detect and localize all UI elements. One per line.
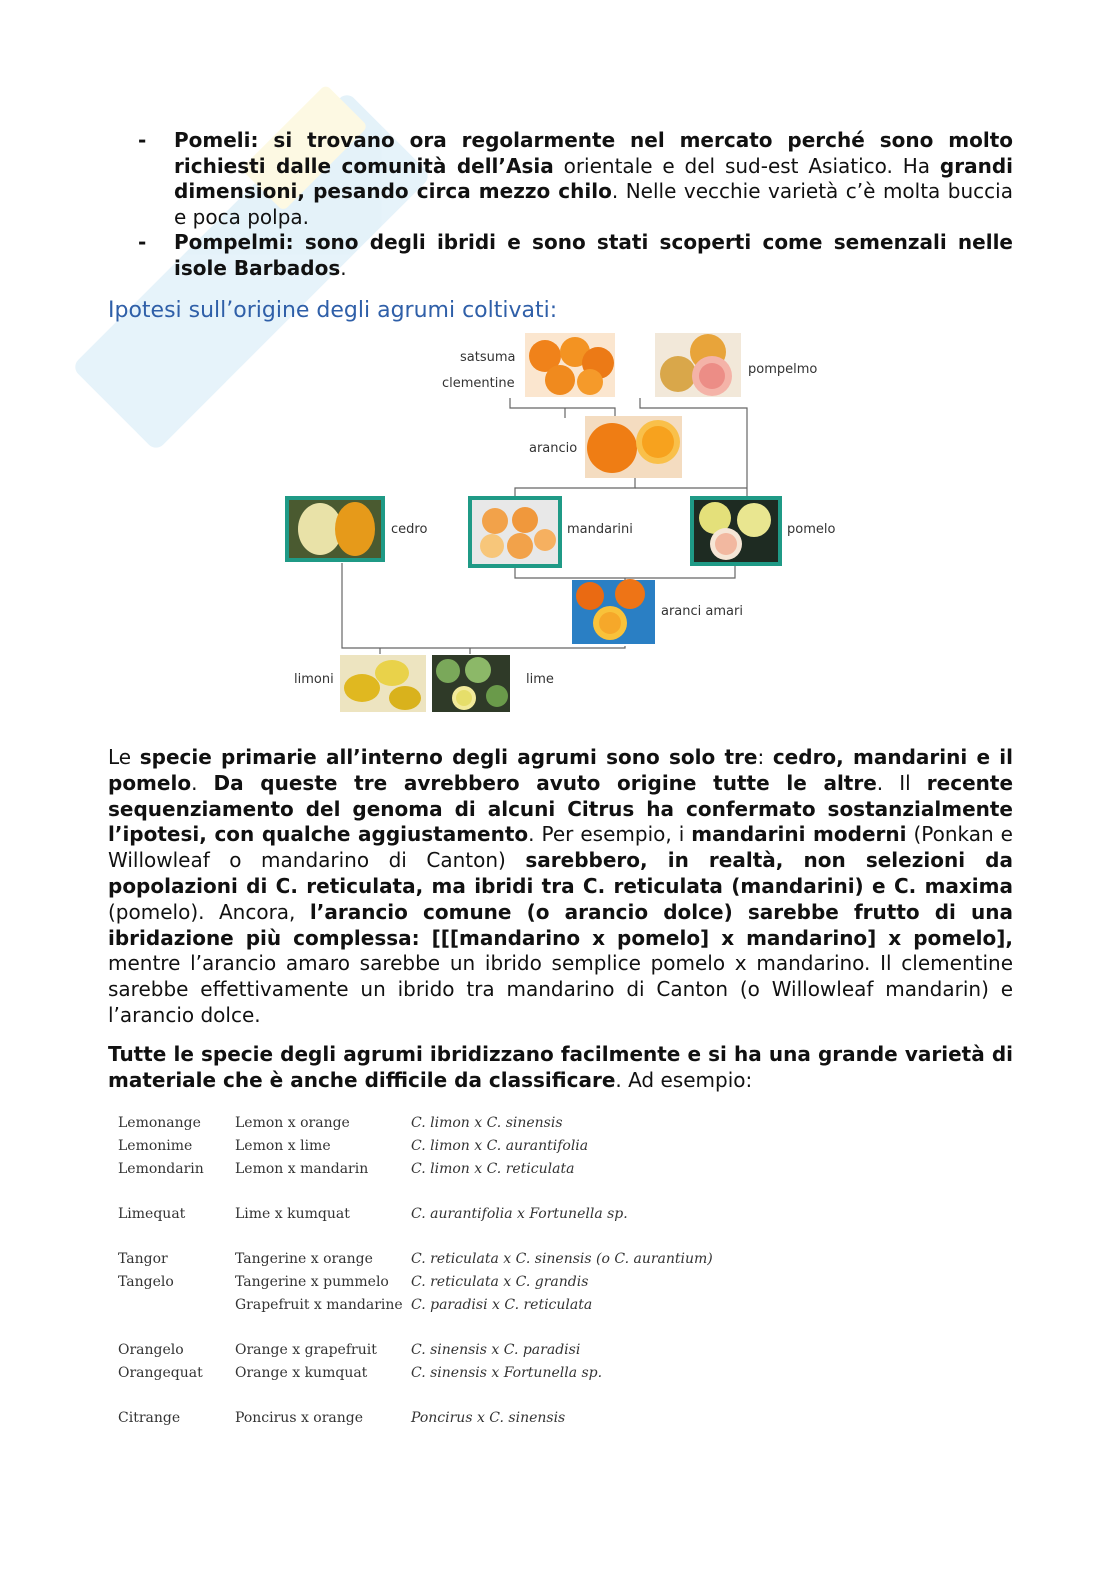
hybrid-species: C. aurantifolia x Fortunella sp. [411, 1206, 628, 1222]
p1-part-11: sarebbero, in realtà, non selezioni da popolazioni di C. reticulata, ma ibridi tra C. reticulata (mandarini) e C. maxima [108, 848, 1013, 898]
label-clementine: clementine [442, 376, 515, 391]
cedro-photo [285, 496, 385, 562]
bullet-pompelmi [108, 230, 1013, 281]
hybrid-name: Orangelo [118, 1342, 184, 1358]
label-aranci-amari: aranci amari [661, 604, 743, 619]
p1-part-3: cedro, mandarini e il pomelo [108, 745, 1013, 795]
bullet-pomeli [108, 128, 1013, 230]
p1-part-1: specie primarie all’interno degli agrumi sono solo tre [139, 745, 758, 769]
p1-part-6: . Il [876, 770, 927, 795]
hybrid-cross: Lemon x mandarin [235, 1161, 369, 1177]
p1-part-7: recente sequenziamento del genoma di alcuni Citrus ha confermato sostanzialmente l’ipotesi, con qualche aggiustamento [108, 770, 1014, 847]
hybrid-name: Orangequat [118, 1365, 203, 1381]
satsuma-clementine-photo [525, 333, 615, 397]
paragraph-hybrids [108, 1042, 1013, 1094]
hybrid-cross: Grapefruit x mandarine [235, 1297, 403, 1313]
lime-photo [432, 655, 510, 712]
label-pomelo: pomelo [787, 522, 836, 537]
aranci-amari-photo [572, 579, 655, 644]
hybrid-species: C. limon x C. aurantifolia [411, 1138, 589, 1154]
p1-part-2: : [757, 745, 773, 769]
p1-part-4: . [191, 770, 214, 795]
hybrid-species: C. paradisi x C. reticulata [411, 1297, 593, 1313]
hybrid-species: C. reticulata x C. sinensis (o C. aurantium) [411, 1251, 713, 1267]
arancio-photo [585, 416, 682, 478]
mandarini-photo [468, 496, 562, 568]
p1-part-14: mentre l’arancio amaro sarebbe un ibrido semplice pomelo x mandarino. Il clementine sarebbe effettivamente un ibrido tra mandarino di Canton (o Willowleaf mandarin) e l’arancio dolce. [108, 951, 1013, 1027]
hybrid-name: Lemonange [118, 1115, 201, 1131]
bullet-1-part-0: Pompelmi: sono degli ibridi e sono stati scoperti come semenzali nelle isole Barbados [174, 230, 1013, 280]
hybrid-cross: Poncirus x orange [235, 1410, 364, 1426]
p2-part-0: Tutte le specie degli agrumi ibridizzano facilmente e si ha una grande varietà di materiale che è anche difficile da classificare [108, 1042, 1013, 1092]
hybrid-name: Lemonime [118, 1138, 193, 1154]
section-heading: Ipotesi sull’origine degli agrumi coltivati: [108, 298, 558, 323]
bullet-0-part-1: orientale e del sud-est Asiatico. Ha [553, 153, 940, 178]
hybrid-cross: Tangerine x pummelo [235, 1274, 389, 1290]
label-limoni: limoni [294, 672, 334, 687]
hybrid-species: C. sinensis x Fortunella sp. [411, 1365, 603, 1381]
bullet-1-part-1: . [340, 255, 347, 280]
label-pompelmo: pompelmo [748, 362, 818, 377]
p1-part-0: Le [108, 745, 140, 769]
hybrid-cross: Tangerine x orange [235, 1251, 373, 1267]
hybrid-cross: Orange x grapefruit [235, 1342, 377, 1358]
p1-part-13: l’arancio comune (o arancio dolce) sarebbe frutto di una ibridazione più complessa: [[[mandarino x pomelo] x mandarino] x pomelo], [108, 899, 1013, 950]
paragraph-primary-species [108, 745, 1013, 1029]
bullet-0-part-2: grandi dimensioni, pesando circa mezzo chilo [174, 153, 1013, 204]
bullet-dash: - [138, 128, 147, 152]
hybrid-species: C. limon x C. sinensis [411, 1115, 563, 1131]
hybrid-species: C. sinensis x C. paradisi [411, 1342, 581, 1358]
bullet-dash: - [138, 230, 147, 255]
label-lime: lime [526, 672, 554, 687]
hybrid-species: C. limon x C. reticulata [411, 1161, 575, 1177]
label-cedro: cedro [391, 522, 428, 537]
hybrid-cross: Lemon x lime [235, 1138, 331, 1154]
label-arancio: arancio [529, 441, 578, 456]
citrus-origin-diagram [280, 328, 880, 723]
pompelmo-photo [655, 333, 741, 397]
hybrid-name: Tangor [118, 1251, 168, 1267]
hybrid-cross: Orange x kumquat [235, 1365, 368, 1381]
p1-part-9: mandarini moderni [691, 822, 907, 847]
pomelo-photo [690, 496, 782, 566]
hybrid-name: Limequat [118, 1206, 186, 1222]
bullet-list [108, 128, 1013, 282]
p1-part-10: (Ponkan e Willowleaf o mandarino di Canton) [108, 822, 1013, 873]
limoni-photo [340, 655, 426, 712]
hybrid-cross: Lime x kumquat [235, 1206, 350, 1222]
hybrid-name: Tangelo [118, 1274, 174, 1290]
hybrid-name: Lemondarin [118, 1161, 204, 1177]
hybrid-species: C. reticulata x C. grandis [411, 1274, 589, 1290]
hybrid-name: Citrange [118, 1410, 181, 1426]
bullet-0-part-0: Pomeli: si trovano ora regolarmente nel mercato perché sono molto richiesti dalle comunità dell’Asia [174, 128, 1013, 178]
p2-part-1: . Ad esempio: [615, 1067, 753, 1092]
hybrid-cross: Lemon x orange [235, 1115, 350, 1131]
p1-part-8: . Per esempio, i [528, 822, 692, 847]
p1-part-12: (pomelo). Ancora, [108, 899, 310, 924]
bullet-0-part-3: . Nelle vecchie varietà c’è molta buccia e poca polpa. [174, 179, 1013, 229]
p1-part-5: Da queste tre avrebbero avuto origine tutte le altre [213, 770, 877, 795]
hybrid-species: Poncirus x C. sinensis [411, 1410, 566, 1426]
label-satsuma: satsuma [460, 350, 516, 365]
label-mandarini: mandarini [567, 522, 633, 537]
